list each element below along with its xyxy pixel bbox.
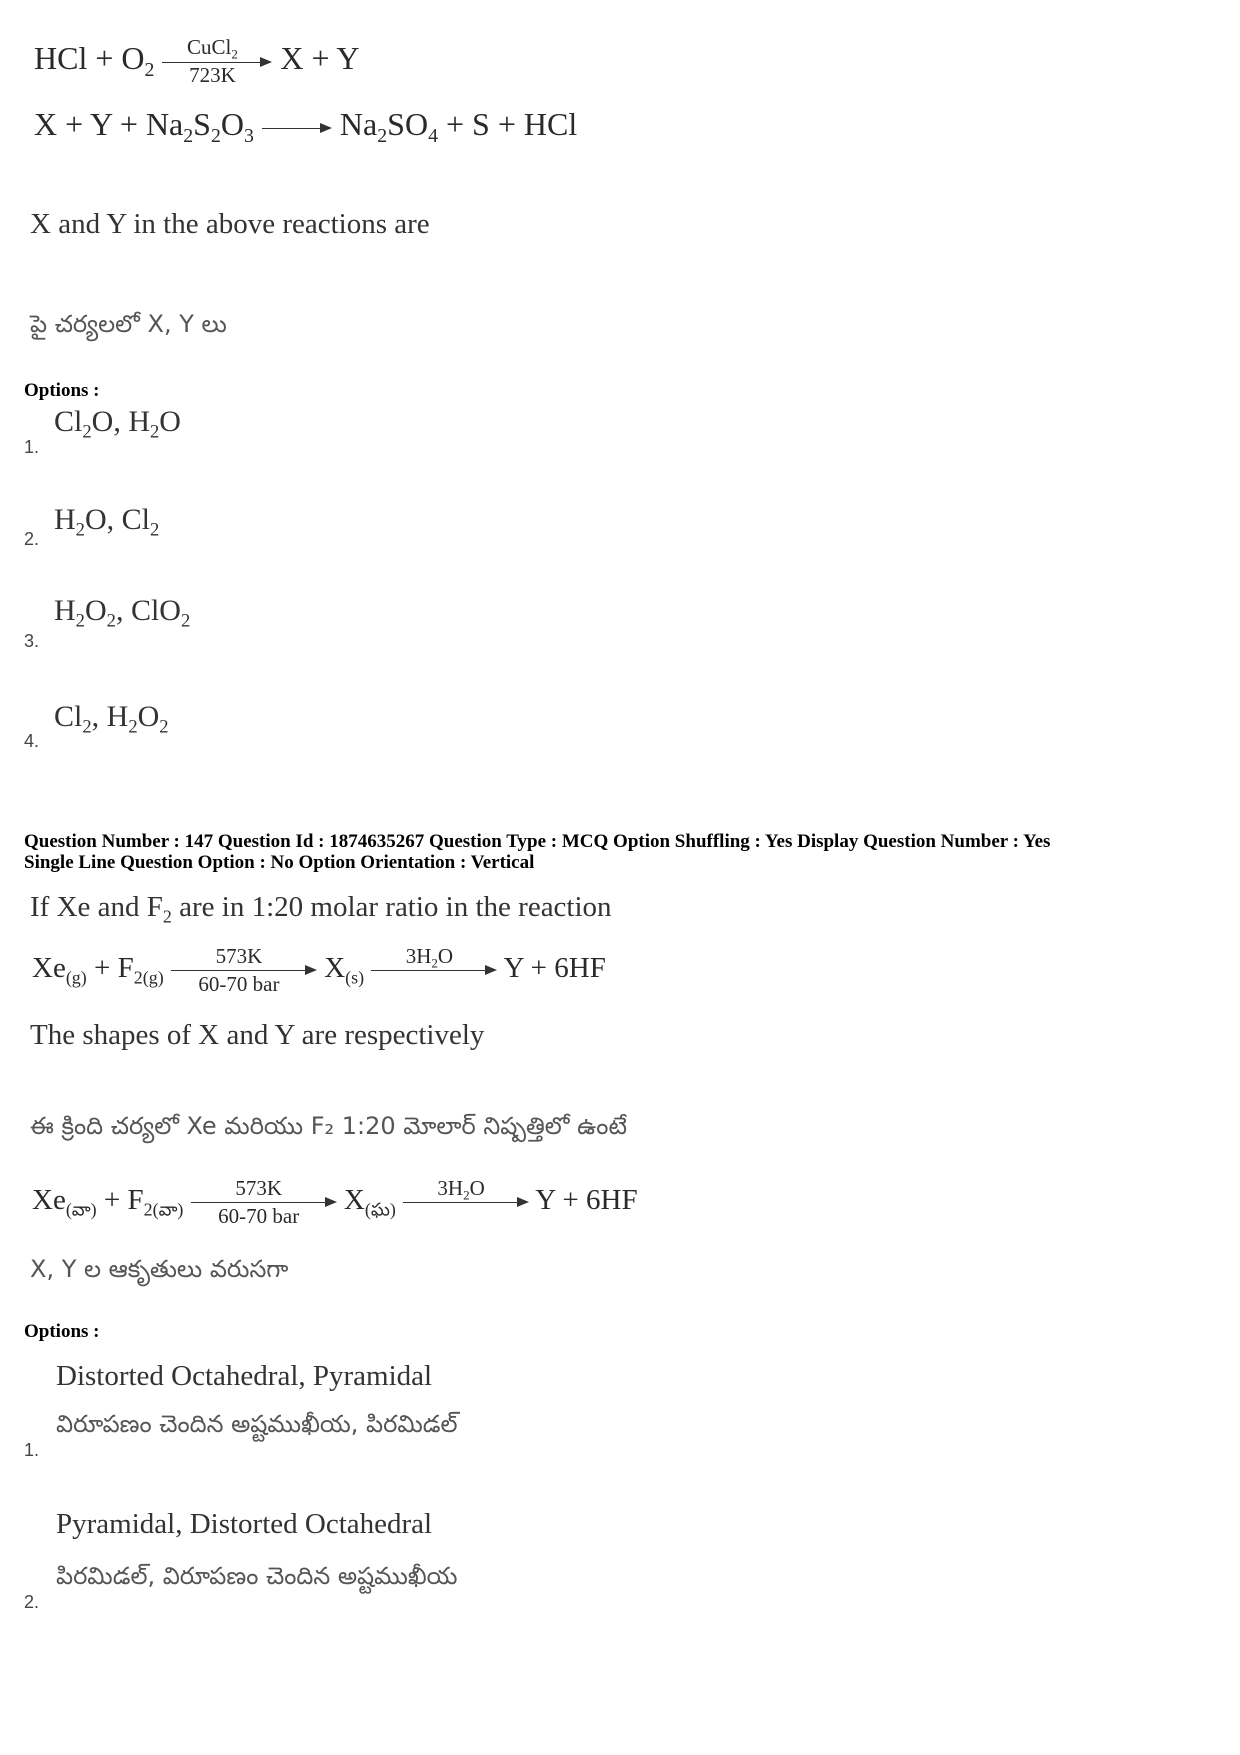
temperature-label: 573K bbox=[215, 943, 263, 968]
option-number: 3. bbox=[24, 631, 40, 651]
reactant-hcl: HCl bbox=[34, 40, 88, 76]
option-number: 2. bbox=[24, 1592, 40, 1612]
xenon-reaction-te: $Xe_{(వా)} + F_{2(వా)}$ 573K 60-70 bar $X_{(ఘ)}$ $3H_2O$ Y + 6HF bbox=[32, 1175, 638, 1229]
options-label: Options : bbox=[24, 1321, 100, 1342]
subscript: 2 bbox=[144, 58, 155, 81]
question-text-en: X and Y in the above reactions are bbox=[30, 208, 430, 240]
option-2-en[interactable]: Pyramidal, Distorted Octahedral bbox=[56, 1508, 433, 1540]
option-2[interactable]: $H_2O$, $Cl_2$ bbox=[54, 503, 160, 541]
reaction-arrow bbox=[262, 113, 332, 143]
options-label: Options : bbox=[24, 380, 100, 401]
reaction-arrow bbox=[371, 943, 497, 987]
temperature-label: 723K bbox=[189, 63, 236, 88]
question-intro-en: If Xe and $F_2$ are in 1:20 molar ratio in the reaction bbox=[30, 891, 612, 927]
reaction-equation-2: $X + Y + Na_2S_2O_3$ $Na_2SO_4 + S$ + HCl bbox=[34, 106, 578, 147]
option-number: 2. bbox=[24, 529, 40, 549]
question-meta-line-1: Question Number : 147 Question Id : 1874635267 Question Type : MCQ Option Shuffling : Yes Display Question Number : Yes bbox=[24, 831, 1051, 852]
reaction-arrow bbox=[162, 34, 272, 88]
reaction-arrow bbox=[191, 1175, 337, 1229]
shapes-question-te: X, Y ల ఆకృతులు వరుసగా bbox=[30, 1255, 289, 1283]
question-intro-te: ఈ క్రింది చర్యలో Xe మరియు F₂ 1:20 మోలార్ నిష్పత్తిలో ఉంటే bbox=[30, 1112, 627, 1140]
pressure-label: 60-70 bar bbox=[198, 972, 280, 997]
question-text-te: పై చర్యలలో X, Y లు bbox=[30, 310, 227, 338]
option-1-en[interactable]: Distorted Octahedral, Pyramidal bbox=[56, 1360, 433, 1392]
shapes-question-en: The shapes of X and Y are respectively bbox=[30, 1019, 485, 1051]
reaction-arrow bbox=[171, 943, 317, 997]
temperature-label: 573K bbox=[235, 1175, 282, 1200]
option-number: 1. bbox=[24, 437, 40, 457]
reactant-oxygen: O bbox=[121, 40, 145, 76]
option-4[interactable]: $Cl_2$, $H_2O_2$ bbox=[54, 700, 169, 738]
option-1[interactable]: $Cl_2O$, $H_2O$ bbox=[54, 405, 181, 443]
reagent-label: $3H_2O$ bbox=[437, 1175, 485, 1203]
option-number: 4. bbox=[24, 731, 40, 751]
xenon-reaction-en: $Xe_{(g)} + F_{2(g)}$ 573K 60-70 bar $X_{(s)}$ $3H_2O$ Y + 6HF bbox=[32, 943, 606, 997]
products: X + Y bbox=[280, 40, 360, 76]
option-1-te[interactable]: విరూపణం చెందిన అష్టముఖీయ, పిరమిడల్ bbox=[56, 1410, 458, 1438]
pressure-label: 60-70 bar bbox=[218, 1204, 300, 1229]
question-meta-line-2: Single Line Question Option : No Option Orientation : Vertical bbox=[24, 852, 535, 873]
reaction-arrow bbox=[403, 1175, 529, 1219]
option-3[interactable]: $H_2O_2$, ClO$_2$ bbox=[54, 594, 191, 632]
option-2-te[interactable]: పిరమిడల్, విరూపణం చెందిన అష్టముఖీయ bbox=[56, 1562, 458, 1590]
reaction-equation-1: HCl + $O_2$ CuCl$_2$ 723K X + Y bbox=[34, 34, 360, 88]
reagent-label: $3H_2O$ bbox=[405, 943, 454, 971]
option-number: 1. bbox=[24, 1440, 40, 1460]
catalyst-label: CuCl$_2$ bbox=[186, 34, 238, 62]
